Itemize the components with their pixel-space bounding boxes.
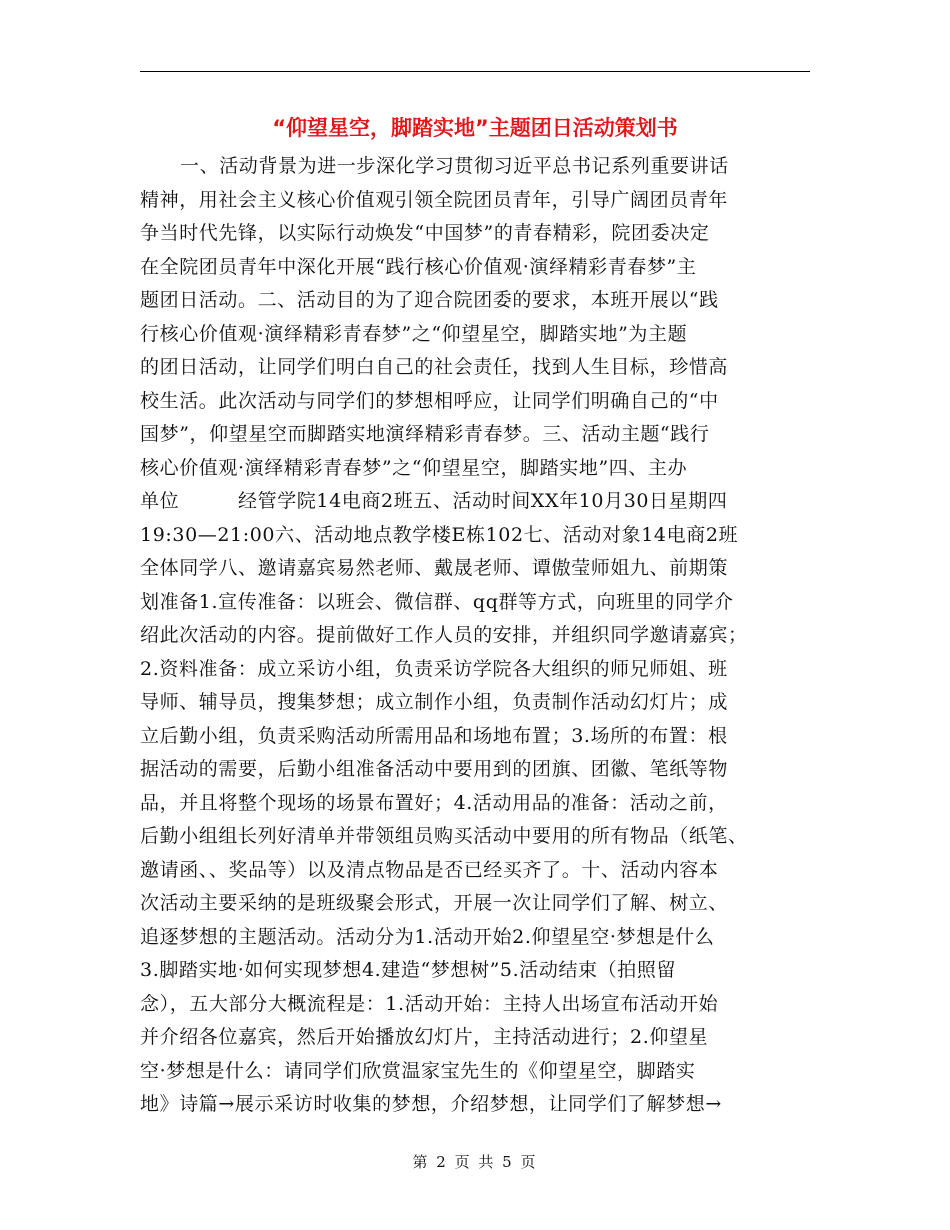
body-line: 争当时代先锋，以实际行动焕发“中国梦”的青春精彩，院团委决定 <box>140 222 710 244</box>
page-number-footer: 第 2 页 共 5 页 <box>412 1153 538 1171</box>
body-line: 19:30—21:00六、活动地点教学楼E栋102七、活动对象14电商2班 <box>140 523 739 546</box>
body-line: 导师、辅导员，搜集梦想；成立制作小组，负责制作活动幻灯片；成 <box>140 691 729 713</box>
body-line: 一、活动背景为进一步深化学习贯彻习近平总书记系列重要讲话 <box>180 155 729 177</box>
body-line: 在全院团员青年中深化开展“践行核心价值观·演绎精彩青春梦”主 <box>140 255 697 278</box>
body-line: 邀请函、、奖品等）以及清点物品是否已经买齐了。十、活动内容本 <box>140 858 719 881</box>
body-line: 3.脚踏实地·如何实现梦想4.建造“梦想树”5.活动结束（拍照留 <box>140 959 677 981</box>
body-line: 精神，用社会主义核心价值观引领全院团员青年，引导广阔团员青年 <box>140 188 729 211</box>
header-rule <box>140 71 810 72</box>
body-line: 题团日活动。二、活动目的为了迎合院团委的要求，本班开展以“践 <box>140 289 719 311</box>
body-line: 次活动主要采纳的是班级聚会形式，开展一次让同学们了解、树立、 <box>140 892 729 914</box>
body-line: 全体同学八、邀请嘉宾易然老师、戴晟老师、谭傲莹师姐九、前期策 <box>140 557 729 579</box>
body-line: 单位 经管学院14电商2班五、活动时间XX年10月30日星期四 <box>140 490 728 512</box>
body-line: 绍此次活动的内容。提前做好工作人员的安排，并组织同学邀请嘉宾； <box>140 624 748 646</box>
body-line: 空·梦想是什么：请同学们欣赏温家宝先生的《仰望星空，脚踏实 <box>140 1059 696 1082</box>
body-line: 品，并且将整个现场的场景布置好；4.活动用品的准备：活动之前， <box>140 791 728 814</box>
body-line: 2.资料准备：成立采访小组，负责采访学院各大组织的师兄师姐、班 <box>140 657 728 680</box>
body-line: 立后勤小组，负责采购活动所需用品和场地布置；3.场所的布置：根 <box>140 724 728 747</box>
document-title: “仰望星空，脚踏实地”主题团日活动策划书 <box>272 116 678 140</box>
body-line: 的团日活动，让同学们明白自己的社会责任，找到人生目标，珍惜高 <box>140 356 729 378</box>
body-line: 行核心价值观·演绎精彩青春梦”之“仰望星空，脚踏实地”为主题 <box>140 322 688 345</box>
body-line: 地》诗篇→展示采访时收集的梦想，介绍梦想，让同学们了解梦想→ <box>140 1093 722 1115</box>
body-line: 据活动的需要，后勤小组准备活动中要用到的团旗、团徽、笔纸等物 <box>140 758 729 780</box>
body-line: 校生活。此次活动与同学们的梦想相呼应，让同学们明确自己的“中 <box>140 389 719 412</box>
body-line: 后勤小组组长列好清单并带领组员购买活动中要用的所有物品（纸笔、 <box>140 825 748 847</box>
body-line: 念），五大部分大概流程是：1.活动开始：主持人出场宣布活动开始 <box>140 992 719 1015</box>
body-line: 追逐梦想的主题活动。活动分为1.活动开始2.仰望星空·梦想是什么 <box>140 925 715 948</box>
body-line: 核心价值观·演绎精彩青春梦”之“仰望星空，脚踏实地”四、主办 <box>140 456 688 479</box>
document-body <box>140 150 810 1122</box>
body-line: 国梦”，仰望星空而脚踏实地演绎精彩青春梦。三、活动主题“践行 <box>140 423 710 445</box>
body-line: 划准备1.宣传准备：以班会、微信群、qq群等方式，向班里的同学介 <box>140 590 734 613</box>
body-line: 并介绍各位嘉宾，然后开始播放幻灯片，主持活动进行；2.仰望星 <box>140 1026 709 1048</box>
